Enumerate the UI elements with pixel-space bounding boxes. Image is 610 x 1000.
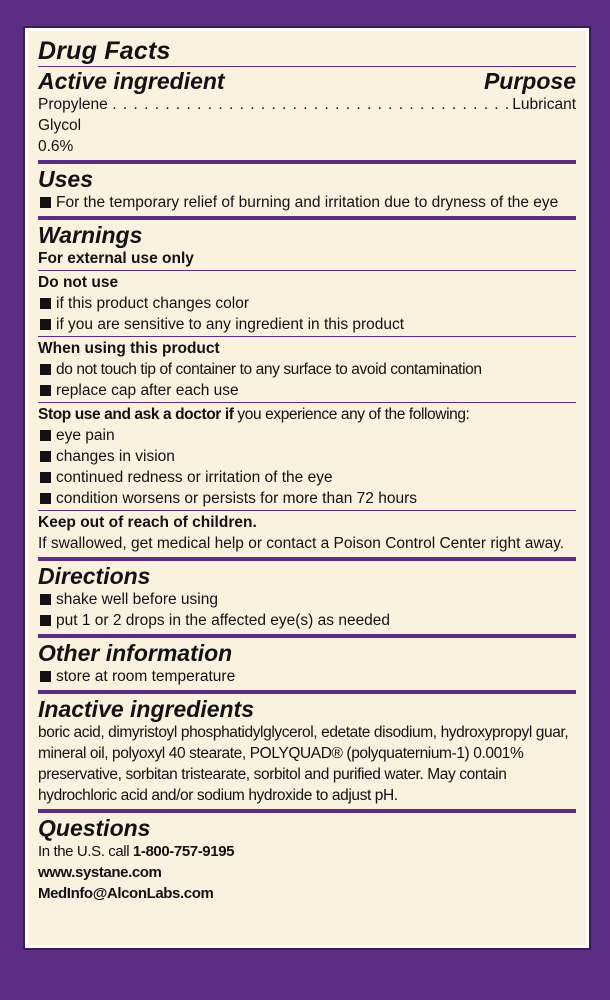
section-divider bbox=[38, 557, 576, 561]
active-ingredient-purpose: Lubricant bbox=[512, 96, 576, 113]
stop-use-heading: Stop use and ask a doctor if bbox=[38, 406, 234, 423]
bullet-square-icon bbox=[40, 671, 51, 682]
stop-use-intro: you experience any of the following: bbox=[233, 406, 470, 423]
leader-dots: . . . . . . . . . . . . . . . . . . . . . . . . . . . . . . . . . . . . . . bbox=[112, 96, 511, 113]
section-divider bbox=[38, 690, 576, 694]
section-divider bbox=[38, 634, 576, 638]
list-item: if you are sensitive to any ingredient in this product bbox=[38, 314, 576, 335]
bullet-square-icon bbox=[40, 493, 51, 504]
directions-heading: Directions bbox=[38, 563, 151, 589]
drug-facts-panel bbox=[25, 28, 589, 948]
bullet-square-icon bbox=[40, 430, 51, 441]
drug-facts-title: Drug Facts bbox=[38, 37, 171, 65]
bullet-square-icon bbox=[40, 298, 51, 309]
list-item: continued redness or irritation of the eye bbox=[38, 467, 576, 488]
stop-use-line bbox=[38, 404, 576, 425]
section-divider bbox=[38, 216, 576, 220]
list-item: For the temporary relief of burning and irritation due to dryness of the eye bbox=[38, 192, 576, 213]
bullet-square-icon bbox=[40, 594, 51, 605]
active-ingredient-heading: Active ingredient bbox=[38, 68, 225, 94]
bullet-square-icon bbox=[40, 319, 51, 330]
when-using-heading: When using this product bbox=[38, 340, 220, 357]
do-not-use-heading: Do not use bbox=[38, 274, 119, 291]
section-divider bbox=[38, 809, 576, 813]
bullet-square-icon bbox=[40, 197, 51, 208]
list-item: replace cap after each use bbox=[38, 380, 576, 401]
inactive-ingredients-heading: Inactive ingredients bbox=[38, 696, 255, 722]
other-information-heading: Other information bbox=[38, 640, 233, 666]
call-prefix: In the U.S. call bbox=[38, 843, 133, 860]
divider bbox=[38, 270, 576, 271]
questions-heading: Questions bbox=[38, 815, 151, 841]
warnings-heading: Warnings bbox=[38, 222, 143, 248]
active-ingredient-row bbox=[38, 94, 576, 157]
list-item: condition worsens or persists for more than 72 hours bbox=[38, 488, 576, 509]
keep-out-heading: Keep out of reach of children. bbox=[38, 514, 257, 531]
divider bbox=[38, 402, 576, 403]
divider bbox=[38, 510, 576, 511]
divider bbox=[38, 66, 576, 67]
external-use-text: For external use only bbox=[38, 250, 194, 267]
questions-section bbox=[38, 815, 576, 904]
website-link[interactable]: www.systane.com bbox=[38, 864, 162, 881]
email-link[interactable]: MedInfo@AlconLabs.com bbox=[38, 885, 214, 902]
divider bbox=[38, 336, 576, 337]
section-divider bbox=[38, 160, 576, 164]
active-ingredient-name: Propylene Glycol 0.6% bbox=[38, 96, 108, 155]
phone-line bbox=[38, 841, 576, 862]
list-item: if this product changes color bbox=[38, 293, 576, 314]
bullet-square-icon bbox=[40, 364, 51, 375]
phone-number: 1-800-757-9195 bbox=[132, 843, 235, 860]
active-ingredient-header bbox=[38, 68, 576, 94]
list-item: eye pain bbox=[38, 425, 576, 446]
list-item: shake well before using bbox=[38, 589, 576, 610]
list-item: put 1 or 2 drops in the affected eye(s) as needed bbox=[38, 610, 576, 631]
purpose-heading: Purpose bbox=[483, 68, 576, 94]
bullet-square-icon bbox=[40, 385, 51, 396]
keep-out-text: If swallowed, get medical help or contact a Poison Control Center right away. bbox=[38, 535, 565, 552]
bullet-square-icon bbox=[40, 615, 51, 626]
list-item: changes in vision bbox=[38, 446, 576, 467]
bullet-square-icon bbox=[40, 451, 51, 462]
inactive-ingredients-text: boric acid, dimyristoyl phosphatidylglycerol, edetate disodium, hydroxypropyl guar, mineral oil, polyoxyl 40 stearate, POLYQUAD® (polyquaternium-1) 0.001% preservative, sorbitan tristearate, sorbitol and purified water. May contain hydrochloric acid and/or sodium hydroxide to adjust pH. bbox=[38, 724, 569, 804]
bullet-square-icon bbox=[40, 472, 51, 483]
uses-heading: Uses bbox=[38, 166, 93, 192]
list-item: store at room temperature bbox=[38, 666, 576, 687]
list-item: do not touch tip of container to any surface to avoid contamination bbox=[38, 359, 576, 380]
